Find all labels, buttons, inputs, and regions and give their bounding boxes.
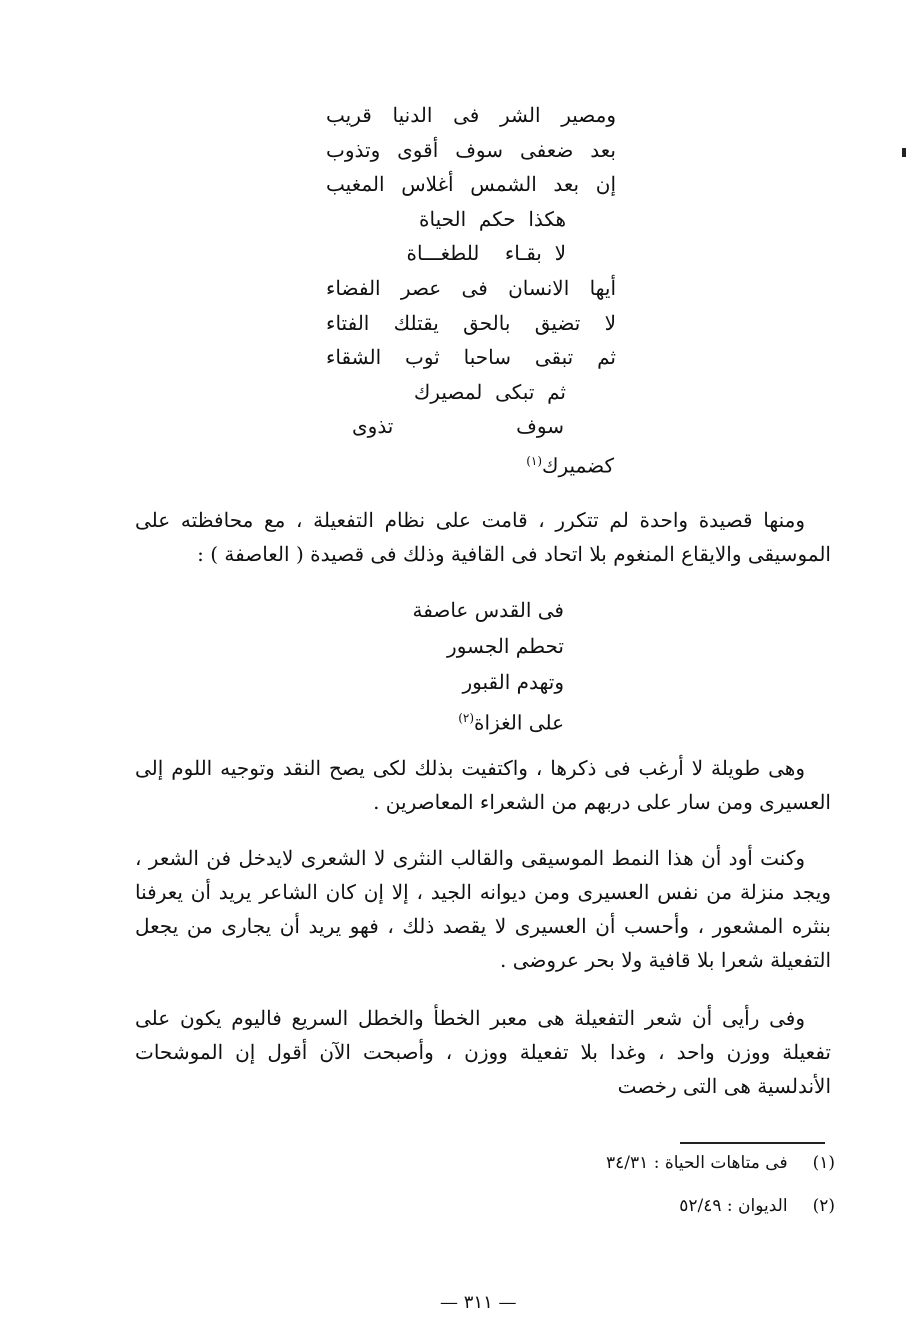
poem-word: فى <box>461 275 488 300</box>
poem-word: أغلاس <box>401 172 454 197</box>
poem-line: لا بقـاء للطغـــاة <box>406 241 566 266</box>
poem-word: المغيب <box>326 172 385 197</box>
poem-word: ساحبا <box>463 345 511 370</box>
paragraph-text: ومنها قصيدة واحدة لم تتكرر ، قامت على نظام التفعيلة ، مع محافظته على الموسيقى والايقاع المنغوم بلا اتحاد فى القافية وذلك فى قصيدة ( العاصفة ) : <box>135 508 831 566</box>
footnote <box>679 1196 835 1216</box>
poem-line <box>326 167 616 202</box>
poem-word: إن <box>595 172 616 197</box>
poem-line <box>326 409 616 444</box>
poem-line <box>326 98 616 133</box>
poem-word: ومصير <box>561 103 616 127</box>
poem-line <box>326 444 616 479</box>
poem-word: بعد <box>590 137 616 162</box>
poem-line <box>364 700 564 736</box>
poem-word: الانسان <box>508 275 570 300</box>
footnote-number: (١) <box>812 1153 835 1173</box>
poem-line: تحطم الجسور <box>447 634 564 658</box>
poem-word: أيها <box>589 275 616 300</box>
paragraph-text: وكنت أود أن هذا النمط الموسيقى والقالب النثرى لا الشعرى لايدخل فن الشعر ، ويجد منزلة من نفس العسيرى ومن ديوانه الجيد ، إلا إن كان الشاعر يريد أن يعرفنا بنثره المشعور ، وأحسب أن العسيرى لا يقصد ذلك ، فهو يريد أن يجارى من يجعل التفعيلة شعرا بلا قافية ولا بحر عروضى . <box>135 846 831 972</box>
poem-word: الفضاء <box>326 275 381 300</box>
footnote <box>606 1153 835 1173</box>
body-paragraph <box>135 841 831 977</box>
poem-word: تذوى <box>352 414 394 439</box>
body-paragraph <box>135 751 831 819</box>
footnote-text: فى متاهات الحياة : ٣٤/٣١ <box>606 1153 788 1173</box>
poem-word: ضعفى <box>519 137 574 162</box>
footnote-ref: (٢) <box>458 711 475 725</box>
poem-word: فى <box>453 103 480 127</box>
paragraph-text: وهى طويلة لا أرغب فى ذكرها ، واكتفيت بذلك لكى يصح النقد وتوجيه اللوم إلى العسيرى ومن سار على دربهم من الشعراء المعاصرين . <box>135 756 831 814</box>
poem-stanza <box>326 98 616 479</box>
poem-line: هكذا حكم الحياة <box>419 206 566 231</box>
poem-word: بعد <box>553 172 580 197</box>
footnote-number: (٢) <box>812 1196 835 1216</box>
poem-word: سوف <box>516 414 564 439</box>
poem-line <box>326 133 616 168</box>
poem-word: الدنيا <box>392 103 433 127</box>
poem-word: يقتلك <box>393 310 439 335</box>
poem-word: الشر <box>499 103 541 127</box>
footnote-text: الديوان : ٥٢/٤٩ <box>679 1196 788 1216</box>
footnote-ref: (١) <box>526 453 543 468</box>
footnote-divider <box>680 1142 825 1144</box>
poem-word: تبقى <box>534 345 574 370</box>
poem-line <box>326 340 616 375</box>
paragraph-text: وفى رأيى أن شعر التفعيلة هى معبر الخطأ والخطل السريع فاليوم يكون على تفعيلة ووزن واحد ، وغدا بلا تفعيلة ووزن ، وأصبحت الآن أقول إن الموشحات الأندلسية هى التى رخصت <box>135 1006 831 1098</box>
poem-word: على الغزاة <box>474 710 564 735</box>
page-number: — ٣١١ — <box>440 1292 517 1313</box>
poem-line: فى القدس عاصفة <box>412 598 564 622</box>
poem-line <box>326 306 616 341</box>
poem-word: الفتاء <box>326 310 370 335</box>
poem-word: ثوب <box>405 345 440 370</box>
poem-stanza <box>364 592 564 736</box>
poem-word: أقوى <box>397 137 439 162</box>
poem-word: عصر <box>400 275 442 300</box>
poem-line <box>326 271 616 306</box>
poem-word: وتذوب <box>326 137 381 162</box>
poem-word: لا <box>604 310 616 335</box>
poem-word: سوف <box>455 137 504 162</box>
poem-word: تضيق <box>534 310 581 335</box>
poem-word: بالحق <box>463 310 511 335</box>
poem-word: الشمس <box>470 172 537 197</box>
body-paragraph <box>135 1001 831 1103</box>
poem-line: وتهدم القبور <box>462 670 564 694</box>
poem-line: ثم تبكى لمصيرك <box>413 379 566 404</box>
poem-word: ثم <box>597 345 616 370</box>
body-paragraph <box>135 503 831 571</box>
poem-word: قريب <box>326 103 372 127</box>
poem-word: كضميرك <box>542 453 614 478</box>
poem-word: الشقاء <box>326 345 382 370</box>
margin-mark <box>902 148 906 157</box>
